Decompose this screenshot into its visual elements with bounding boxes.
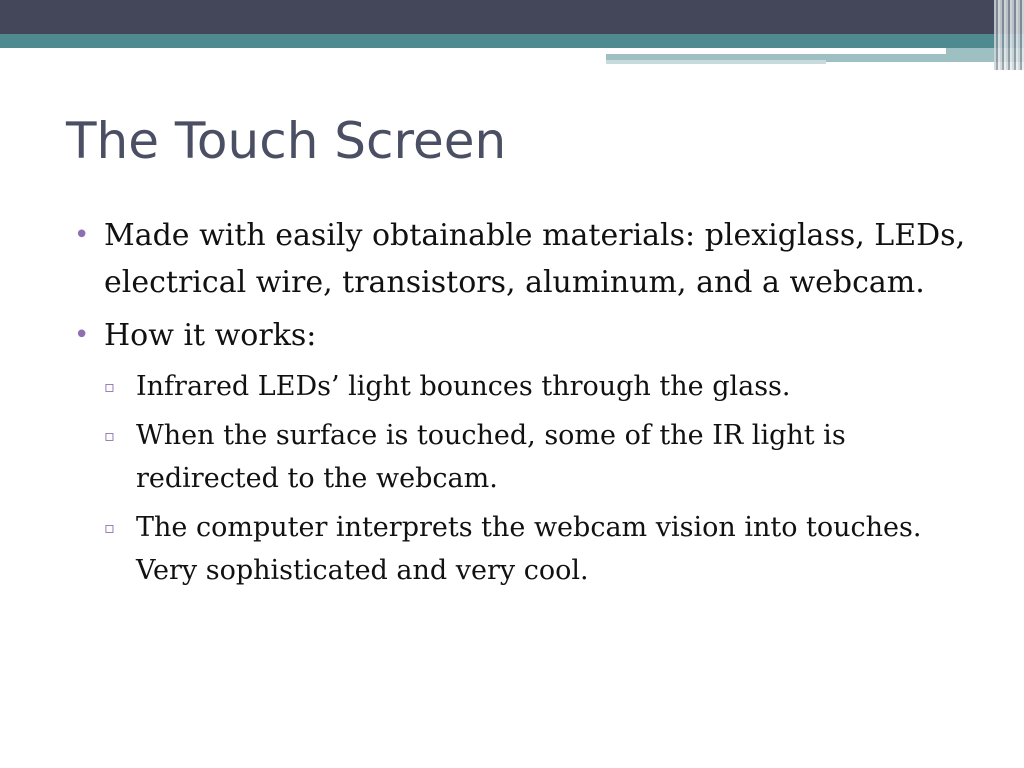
header-accent-line-2 (606, 60, 826, 64)
sub-bullet-text: The computer interprets the webcam vision into touches. Very sophisticated and very cool. (136, 512, 922, 586)
bullet-item (74, 212, 974, 306)
header-bar-teal (0, 34, 1024, 48)
bullet-dot-icon: • (74, 320, 90, 350)
bullet-dot-icon: • (74, 220, 90, 250)
header-accent-line (606, 48, 946, 54)
sub-bullet-list (74, 365, 974, 592)
header-bar-dark (0, 0, 1024, 34)
sub-bullet-item (104, 365, 974, 408)
slide-title: The Touch Screen (66, 112, 507, 170)
sub-bullet-square-icon: ▫ (104, 518, 115, 537)
sub-bullet-square-icon: ▫ (104, 426, 115, 445)
header-stripes (994, 0, 1024, 70)
sub-bullet-item (104, 506, 974, 592)
bullet-text: How it works: (104, 318, 317, 353)
bullet-text: Made with easily obtainable materials: plexiglass, LEDs, electrical wire, transistors, aluminum, and a webcam. (104, 218, 966, 300)
sub-bullet-text: Infrared LEDs’ light bounces through the glass. (136, 371, 791, 402)
sub-bullet-text: When the surface is touched, some of the IR light is redirected to the webcam. (136, 420, 846, 494)
sub-bullet-item (104, 414, 974, 500)
sub-bullet-square-icon: ▫ (104, 377, 115, 396)
slide-body (74, 212, 974, 598)
bullet-item (74, 312, 974, 359)
